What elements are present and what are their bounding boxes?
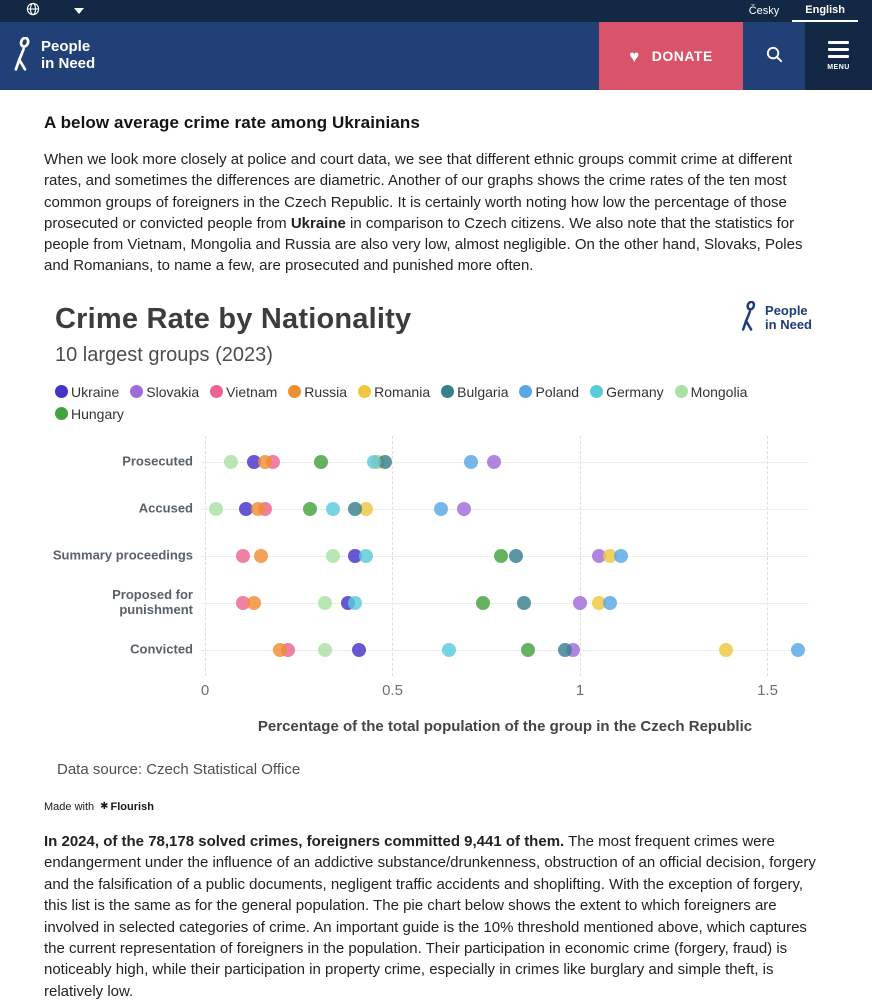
legend-item-romania (358, 384, 430, 400)
legend-label: Bulgaria (457, 383, 509, 400)
legend-dot (519, 385, 532, 398)
legend-label: Ukraine (71, 383, 120, 400)
x-axis-label: Percentage of the total population of the group in the Czech Republic (257, 717, 753, 735)
data-point-hungary-proposed-for-punishment (476, 596, 490, 610)
chart-title: Crime Rate by Nationality (55, 302, 412, 335)
legend-item-bulgaria (441, 384, 508, 400)
category-label-prosecuted: Prosecuted (122, 453, 193, 469)
top-bar (0, 0, 872, 22)
data-point-germany-prosecuted (367, 455, 381, 469)
data-point-russia-accused (251, 502, 265, 516)
legend-item-russia (288, 384, 347, 400)
search-icon (765, 45, 784, 67)
data-point-poland-convicted (791, 643, 805, 657)
legend-dot (288, 385, 301, 398)
data-point-mongolia-proposed-for-punishment (318, 596, 332, 610)
plot-area (52, 436, 805, 699)
article (0, 113, 872, 1002)
legend-dot (441, 385, 454, 398)
legend-item-ukraine (55, 384, 119, 400)
legend-label: Romania (374, 383, 431, 400)
data-point-hungary-accused (303, 502, 317, 516)
language-link-cesky[interactable]: Česky (748, 5, 780, 17)
legend-dot (590, 385, 603, 398)
row-line (201, 603, 809, 604)
logo-text-line1: People (41, 38, 91, 56)
data-point-hungary-prosecuted (314, 455, 328, 469)
article-paragraph-2: In 2024, of the 78,178 solved crimes, foreigners committed 9,441 of them. The most frequent crimes were endangerment under the influence of an addictive substance/drunkenness, obstruction of an official decision, forgery and the falsification of a public documents, negligent traffic accidents and shoplifting. With the exception of forgery, this list is the same as for the general population. The pie chart below shows the extent to which foreigners are involved in selected categories of crime. An important guide is the 10% threshold mentioned above, which captures the current representation of foreigners in the population. Their participation in economic crime (forgery, fraud) is noticeably high, while their participation in property crime, especially in crimes like burglary and simple theft, is relatively low. (44, 832, 816, 1000)
person-figure-icon (738, 301, 759, 336)
data-point-poland-accused (434, 502, 448, 516)
data-point-slovakia-prosecuted (487, 455, 501, 469)
data-point-bulgaria-summary-proceedings (509, 549, 523, 563)
legend-dot (210, 385, 223, 398)
menu-label: MENU (827, 64, 850, 71)
row-line (201, 509, 809, 510)
legend-item-mongolia (675, 384, 748, 400)
person-figure-icon (10, 37, 34, 76)
data-point-mongolia-convicted (318, 643, 332, 657)
article-paragraph-1: When we look more closely at police and court data, we see that different ethnic groups commit crime at different rates, and sometimes the differences are diametric. Another of our graphs shows the crime rates of the ten most common groups of foreigners in the Czech Republic. It is certainly worth noting how low the percentage of those prosecuted or convicted people from Ukraine in comparison to Czech citizens. We also note that the statistics for people from Vietnam, Mongolia and Russia are also very low, almost negligible. On the other hand, Slovaks, Poles and Romanians, to name a few, are prosecuted and punished more often. (44, 151, 803, 275)
legend-item-vietnam (210, 384, 277, 400)
legend-item-poland (519, 384, 579, 400)
plot-wrap (52, 436, 805, 704)
globe-icon[interactable] (26, 2, 40, 21)
data-point-russia-convicted (273, 643, 287, 657)
category-label-proposed-for-punishment: Proposed for punishment (112, 586, 193, 617)
legend-label: Russia (304, 383, 348, 400)
hamburger-icon (828, 41, 849, 58)
row-line (201, 462, 809, 463)
menu-button[interactable] (805, 22, 872, 90)
data-point-russia-proposed-for-punishment (247, 596, 261, 610)
legend-label: Mongolia (690, 383, 748, 400)
crime-stats-bold-text: In 2024, of the 78,178 solved crimes, foreigners committed 9,441 of them. (44, 832, 565, 850)
logo-text-line2: in Need (41, 55, 96, 72)
data-point-bulgaria-convicted (558, 643, 572, 657)
donate-button[interactable] (599, 22, 743, 90)
legend-label: Germany (606, 383, 664, 400)
flourish-icon: ✱ (100, 801, 109, 813)
chevron-down-icon[interactable] (74, 8, 84, 14)
data-point-germany-summary-proceedings (359, 549, 373, 563)
legend-label: Vietnam (226, 383, 278, 400)
data-point-germany-accused (326, 502, 340, 516)
chart-embed (44, 277, 828, 813)
data-source: Data source: Czech Statistical Office (57, 760, 301, 778)
main-nav (0, 22, 872, 90)
data-point-vietnam-summary-proceedings (236, 549, 250, 563)
search-button[interactable] (743, 22, 805, 90)
chart-subtitle: 10 largest groups (2023) (55, 343, 273, 366)
data-point-romania-convicted (719, 643, 733, 657)
legend-dot (55, 385, 68, 398)
legend-label: Poland (535, 383, 580, 400)
site-header (0, 0, 872, 90)
category-label-summary-proceedings: Summary proceedings (52, 547, 193, 563)
x-tick-label-1: 1 (575, 681, 585, 699)
legend-item-germany (590, 384, 664, 400)
data-point-mongolia-accused (209, 502, 223, 516)
data-point-russia-prosecuted (258, 455, 272, 469)
people-in-need-logo[interactable] (0, 22, 95, 90)
legend-dot (675, 385, 688, 398)
data-point-russia-summary-proceedings (254, 549, 268, 563)
data-point-poland-proposed-for-punishment (603, 596, 617, 610)
x-tick-label-0: 0 (200, 681, 210, 699)
legend-dot (55, 407, 68, 420)
data-point-bulgaria-proposed-for-punishment (517, 596, 531, 610)
data-point-mongolia-summary-proceedings (326, 549, 340, 563)
category-label-convicted: Convicted (130, 641, 193, 657)
data-point-germany-convicted (442, 643, 456, 657)
legend-label: Slovakia (146, 383, 200, 400)
legend-item-slovakia (130, 384, 199, 400)
language-link-english[interactable]: English (792, 0, 858, 22)
data-point-hungary-convicted (521, 643, 535, 657)
x-tick-label-0.5: 0.5 (382, 681, 403, 699)
data-point-hungary-summary-proceedings (494, 549, 508, 563)
legend-label: Hungary (71, 405, 124, 422)
data-point-mongolia-prosecuted (224, 455, 238, 469)
data-point-slovakia-accused (457, 502, 471, 516)
data-point-slovakia-proposed-for-punishment (573, 596, 587, 610)
ukraine-bold-text: Ukraine (290, 214, 346, 232)
category-label-accused: Accused (138, 500, 193, 516)
data-point-poland-prosecuted (464, 455, 478, 469)
data-point-ukraine-convicted (352, 643, 366, 657)
legend-item-hungary (55, 406, 124, 422)
chart-brand-logo: People in Need (738, 301, 812, 336)
data-point-poland-summary-proceedings (614, 549, 628, 563)
data-point-germany-proposed-for-punishment (348, 596, 362, 610)
x-tick-label-1.5: 1.5 (757, 681, 778, 699)
heart-icon: ♥ (629, 46, 640, 66)
legend-dot (358, 385, 371, 398)
made-with-flourish-link[interactable]: Made with ✱ Flourish (44, 800, 154, 813)
data-point-bulgaria-accused (348, 502, 362, 516)
chart-legend (55, 384, 775, 422)
article-heading: A below average crime rate among Ukrainians (44, 113, 420, 132)
donate-label: DONATE (651, 48, 713, 64)
legend-dot (130, 385, 143, 398)
